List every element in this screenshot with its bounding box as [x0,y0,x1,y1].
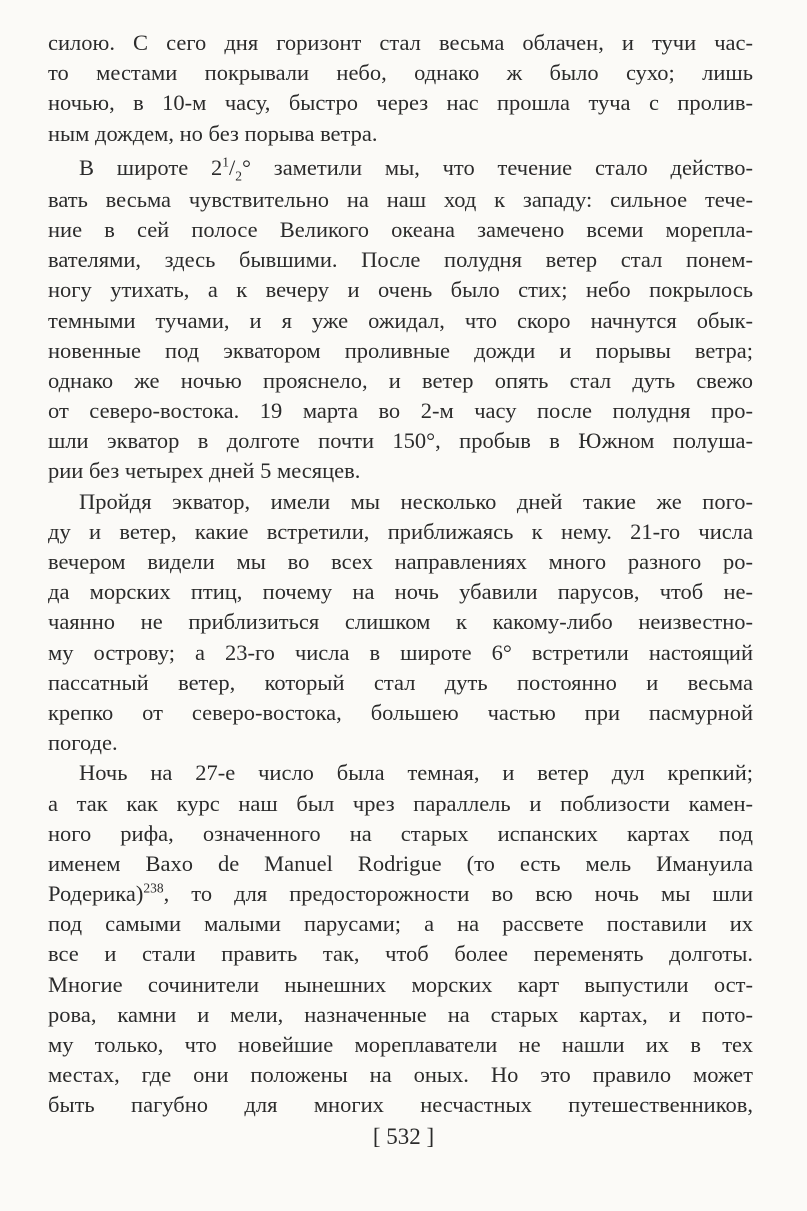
line-text: рова, камни и мели, назначенные на старых картах, и пото- [48,1001,753,1027]
line-text: темными тучами, и я уже ожидал, что скоро начнутся обык- [48,307,753,333]
text-line [48,215,753,245]
footnote-ref: 238 [143,880,164,896]
text-line [48,577,753,607]
text-line [48,88,753,118]
line-text: ного рифа, означенного на старых испанских картах под [48,820,753,846]
line-text: В широте 2 [79,154,223,180]
text-line [48,728,753,758]
text-line [48,119,753,149]
text-line [48,1030,753,1060]
text-line [48,909,753,939]
line-text: пассатный ветер, который стал дуть постоянно и весьма [48,669,753,695]
line-text: ° заметили мы, что течение стало действо- [242,154,754,180]
line-text: погоде. [48,730,118,756]
line-text: а так как курс наш был чрез параллель и поблизости камен- [48,790,753,816]
text-line [48,1090,753,1120]
text-line [48,607,753,637]
fraction-numerator: 1 [222,154,229,170]
line-text: вать весьма чувствительно на наш ход к западу: сильное тече- [48,186,753,212]
text-line [48,849,753,879]
line-text: шли экватор в долготе почти 150°, пробыв в Южном полуша- [48,428,753,454]
text-line [48,698,753,728]
line-text: вателями, здесь бывшими. После полудня ветер стал понем- [48,247,753,273]
line-text: ногу утихать, а к вечеру и очень было стих; небо покрылось [48,277,753,303]
line-text: ние в сей полосе Великого океана замечено всеми морепла- [48,216,753,242]
line-text: под самыми малыми парусами; а на рассвете поставили их [48,911,753,937]
text-line [48,1060,753,1090]
text-line [48,970,753,1000]
text-line [48,28,753,58]
line-text: от северо-востока. 19 марта во 2-м часу после полудня про- [48,398,753,424]
text-line [48,789,753,819]
line-text: Родерика) [48,881,144,907]
text-line [48,366,753,396]
text-line [48,245,753,275]
fraction-denominator: 2 [235,168,243,184]
text-line [48,58,753,88]
line-text: рии без четырех дней 5 месяцев. [48,458,361,484]
line-text: , то для предосторожности во всю ночь мы шли [163,881,753,907]
text-line [48,396,753,426]
text-line [48,336,753,366]
line-text: да морских птиц, почему на ночь убавили парусов, чтоб не- [48,579,753,605]
line-text: быть пагубно для многих несчастных путешественников, [48,1092,753,1118]
text-line [48,939,753,969]
text-line [48,547,753,577]
line-text: ду и ветер, какие встретили, приближаясь к нему. 21-го числа [48,518,753,544]
line-text: все и стали править так, чтоб более переменять долготы. [48,941,753,967]
line-text: Ночь на 27-е число была темная, и ветер дул крепкий; [79,760,753,786]
text-line [48,456,753,486]
text-line [48,638,753,668]
text-line [48,1000,753,1030]
text-line [48,487,753,517]
line-text: Пройдя экватор, имели мы несколько дней такие же пого- [79,488,753,514]
line-text: то местами покрывали небо, однако ж было сухо; лишь [48,60,753,86]
line-text: местах, где они положены на оных. Но это правило может [48,1062,753,1088]
line-text: вечером видели мы во всех направлениях много разного ро- [48,549,753,574]
line-text: Многие сочинители нынешних морских карт выпустили ост- [48,971,753,997]
text-line [48,185,753,215]
text-line [48,517,753,547]
line-text: чаянно не приблизиться слишком к какому-либо неизвестно- [48,609,753,635]
line-text: именем Baxo de Manuel Rodrigue (то есть мель Имануила [48,850,753,876]
line-text: му острову; а 23-го числа в широте 6° встретили настоящий [48,639,753,665]
text-line [48,819,753,849]
line-text: ночью, в 10-м часу, быстро через нас прошла туча с пролив- [48,90,753,116]
text-line [48,758,753,788]
fraction-slash: / [229,154,236,180]
text-line [48,306,753,336]
line-text: новенные под экватором проливные дожди и порывы ветра; [48,337,753,363]
line-text: однако же ночью прояснело, и ветер опять стал дуть свежо [48,367,753,393]
text-line [48,426,753,456]
text-line [48,879,753,909]
line-text: му только, что новейшие мореплаватели не нашли их в тех [48,1032,753,1057]
text-line [48,668,753,698]
text-line [48,275,753,305]
body-text [48,28,753,1121]
line-text: силою. С сего дня горизонт стал весьма облачен, и тучи час- [48,30,753,55]
line-text: ным дождем, но без порыва ветра. [48,120,378,146]
text-line [48,149,753,185]
line-text: крепко от северо-востока, большею частью при пасмурной [48,699,753,725]
page-number: [ 532 ] [372,1124,435,1149]
